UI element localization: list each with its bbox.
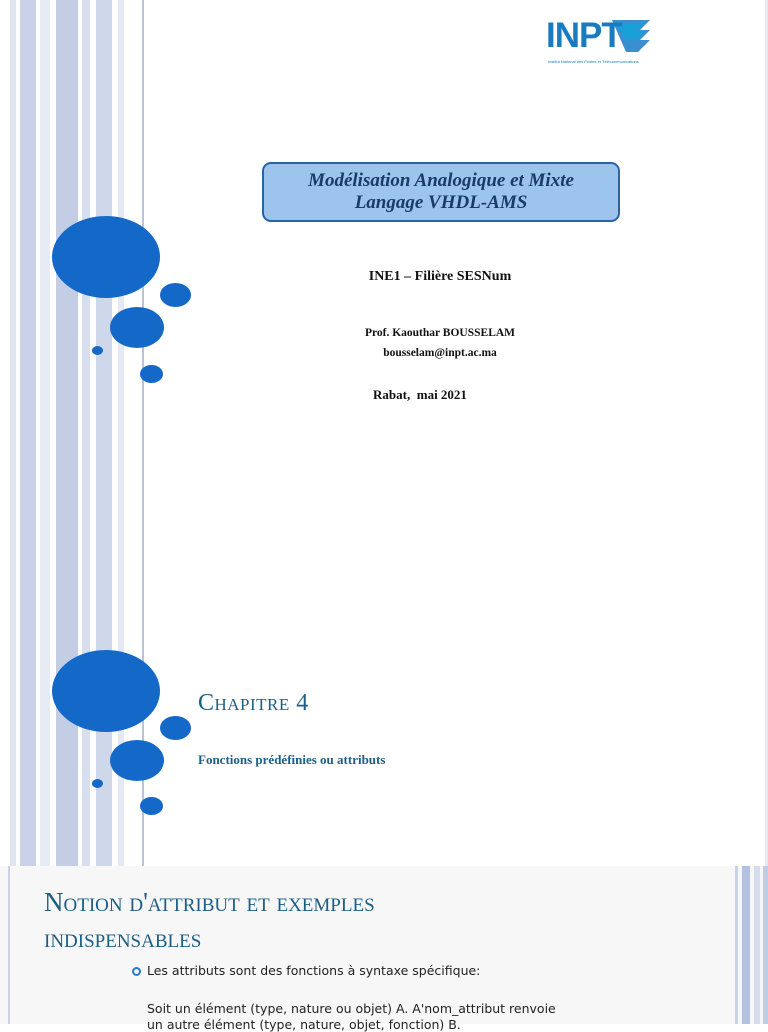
decor-stripe: [742, 866, 750, 1024]
logo-text: INPT: [546, 16, 622, 55]
logo-subtitle: Institut National des Postes et Télécommunications: [548, 59, 639, 64]
decor-stripe: [40, 432, 50, 866]
decor-stripe: [10, 432, 16, 866]
decor-circle: [140, 365, 163, 383]
decor-stripe: [118, 432, 124, 866]
bullet-icon: [132, 967, 141, 976]
program-label: INE1 – Filière SESNum: [368, 269, 512, 284]
body-line2: un autre élément (type, nature, objet, fonction) B.: [147, 1017, 461, 1032]
decor-circle: [52, 216, 160, 298]
decor-stripe: [8, 866, 10, 1024]
decor-circle: [92, 779, 103, 788]
slide-title: [0, 0, 768, 432]
course-title-line2: Langage VHDL-AMS: [354, 192, 528, 213]
decor-stripe: [82, 432, 90, 866]
decor-stripe: [118, 0, 124, 432]
decor-stripe: [10, 0, 16, 432]
decor-circle: [160, 716, 191, 740]
decor-stripe: [735, 866, 738, 1024]
decor-stripe: [20, 0, 36, 432]
slide3-title-line2: indispensables: [44, 923, 202, 953]
body-line1: Soit un élément (type, nature ou objet) A. A'nom_attribut renvoie: [147, 1001, 556, 1016]
decor-stripe: [40, 0, 50, 432]
decor-stripe: [20, 432, 36, 866]
decor-stripe: [754, 866, 760, 1024]
course-title-box: [262, 162, 620, 222]
decor-circle: [52, 650, 160, 732]
chapter-title: Chapitre 4: [198, 690, 309, 716]
slide-chapter: [0, 432, 768, 866]
decor-circle: [140, 797, 163, 815]
inpt-logo: [546, 16, 654, 72]
decor-stripe: [763, 866, 768, 1024]
place-date: Rabat, mai 2021: [373, 387, 467, 402]
professor-name: Prof. Kaouthar BOUSSELAM: [364, 327, 516, 339]
slide3-title: [44, 884, 564, 956]
slide3-title-line1: Notion d'attribut et exemples: [44, 887, 375, 917]
decor-circle: [110, 740, 164, 781]
decor-stripe: [56, 432, 78, 866]
decor-stripe: [96, 432, 112, 866]
decor-circle: [160, 283, 191, 307]
decor-stripe: [82, 0, 90, 432]
bullet-text: Les attributs sont des fonctions à syntaxe spécifique:: [147, 963, 481, 978]
professor-email: bousselam@inpt.ac.ma: [383, 347, 497, 359]
course-title-line1: Modélisation Analogique et Mixte: [308, 170, 574, 191]
chapter-subtitle: Fonctions prédéfinies ou attributs: [198, 752, 386, 767]
decor-stripe: [56, 0, 78, 432]
